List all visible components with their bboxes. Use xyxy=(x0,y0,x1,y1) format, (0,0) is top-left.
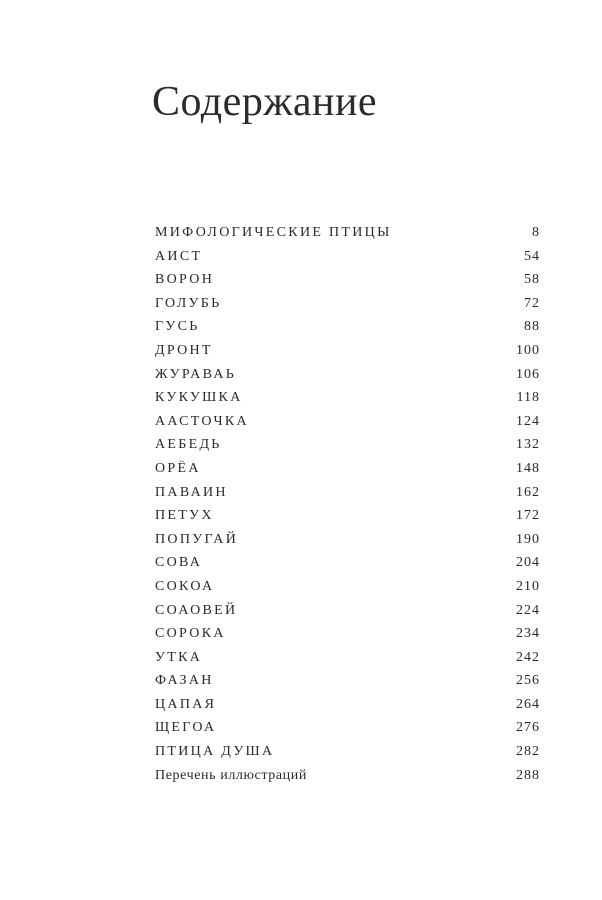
toc-entry-title: ГОЛУБЬ xyxy=(155,295,222,311)
toc-entry-page-number: 106 xyxy=(516,366,540,382)
toc-entry-title: СОРОКА xyxy=(155,626,226,642)
toc-entry xyxy=(155,245,540,269)
toc-entry-title: ПАВАИН xyxy=(155,484,228,500)
toc-entry-page-number: 72 xyxy=(524,295,540,311)
toc-entry xyxy=(155,457,540,481)
toc-entry-page-number: 124 xyxy=(516,413,540,429)
toc-entry xyxy=(155,410,540,434)
toc-entry-title: Перечень иллюстраций xyxy=(155,767,307,783)
toc-entry xyxy=(155,504,540,528)
toc-entry-page-number: 54 xyxy=(524,248,540,264)
toc-entry-page-number: 100 xyxy=(516,342,540,358)
toc-entry-title: УТКА xyxy=(155,649,203,665)
toc-entry xyxy=(155,292,540,316)
toc-entry-page-number: 88 xyxy=(524,319,540,335)
toc-entry-page-number: 58 xyxy=(524,272,540,288)
toc-entry-page-number: 288 xyxy=(516,767,540,783)
toc-entry-page-number: 256 xyxy=(516,673,540,689)
toc-entry-title: ДРОНТ xyxy=(155,342,213,358)
page-title: Содержание xyxy=(152,79,378,125)
toc-entry-title: КУКУШКА xyxy=(155,390,243,406)
toc-entry-title: ЦАПАЯ xyxy=(155,696,217,712)
toc-entry-title: СОКОА xyxy=(155,578,215,594)
toc-entry-page-number: 118 xyxy=(516,390,540,406)
toc-entry xyxy=(155,268,540,292)
toc-entry-title: ПЕТУХ xyxy=(155,508,214,524)
toc-entry-page-number: 276 xyxy=(516,720,540,736)
toc-entry xyxy=(155,528,540,552)
toc-entry-title: ГУСЬ xyxy=(155,319,200,335)
toc-entry-title: МИФОЛОГИЧЕСКИЕ ПТИЦЫ xyxy=(155,225,392,240)
toc-entry-page-number: 190 xyxy=(516,531,540,547)
toc-entry-page-number: 264 xyxy=(516,696,540,712)
toc-entry-page-number: 8 xyxy=(532,225,540,240)
table-of-contents xyxy=(155,221,540,787)
toc-entry-title: ОРЁА xyxy=(155,460,201,476)
toc-entry xyxy=(155,481,540,505)
toc-entry xyxy=(155,339,540,363)
toc-entry-title: ЖУРАВАЬ xyxy=(155,366,237,382)
toc-entry-page-number: 148 xyxy=(516,460,540,476)
toc-entry-title: СОВА xyxy=(155,555,203,571)
toc-entry-page-number: 234 xyxy=(516,626,540,642)
toc-entry-title: СОАОВЕЙ xyxy=(155,602,238,618)
toc-entry xyxy=(155,433,540,457)
toc-entry-title: ПОПУГАЙ xyxy=(155,531,239,547)
toc-entry-page-number: 224 xyxy=(516,602,540,618)
toc-entry-title: АЕБЕДЬ xyxy=(155,437,222,453)
toc-entry xyxy=(155,363,540,387)
toc-entry xyxy=(155,315,540,339)
toc-entry-page-number: 162 xyxy=(516,484,540,500)
toc-entry-title: ЩЕГОА xyxy=(155,720,217,736)
toc-entry xyxy=(155,386,540,410)
toc-entry-title: АИСТ xyxy=(155,248,203,264)
toc-entry-page-number: 204 xyxy=(516,555,540,571)
toc-entry xyxy=(155,740,540,764)
toc-entry-title: ВОРОН xyxy=(155,272,215,288)
toc-entry xyxy=(155,764,540,788)
toc-entry xyxy=(155,221,540,245)
toc-entry xyxy=(155,599,540,623)
toc-entry-title: ААСТОЧКА xyxy=(155,413,249,429)
toc-entry xyxy=(155,551,540,575)
toc-entry-page-number: 132 xyxy=(516,437,540,453)
toc-entry xyxy=(155,716,540,740)
toc-entry-page-number: 282 xyxy=(516,744,540,760)
toc-entry xyxy=(155,693,540,717)
toc-entry xyxy=(155,622,540,646)
toc-entry-page-number: 242 xyxy=(516,649,540,665)
toc-entry-title: ФАЗАН xyxy=(155,673,214,689)
toc-entry xyxy=(155,669,540,693)
toc-entry-title: ПТИЦА ДУША xyxy=(155,744,275,760)
toc-entry xyxy=(155,575,540,599)
toc-entry xyxy=(155,646,540,670)
toc-entry-page-number: 210 xyxy=(516,578,540,594)
toc-entry-page-number: 172 xyxy=(516,508,540,524)
